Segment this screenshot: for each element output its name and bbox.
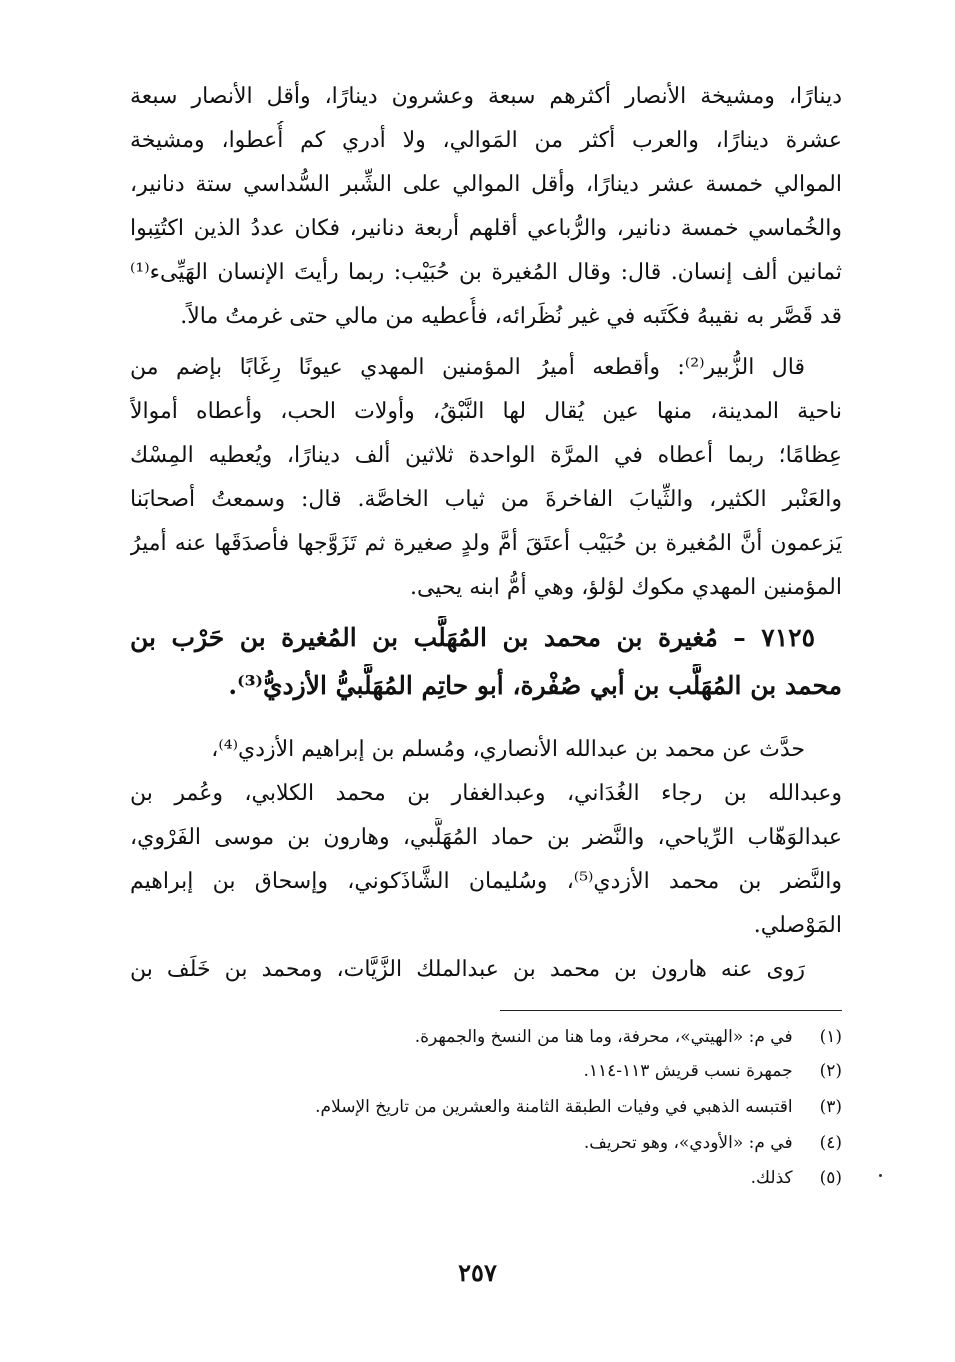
text-line: دينارًا، ومشيخة الأنصار أكثرهم سبعة وعشرون دينارًا، وأقل الأنصار سبعة [130,84,842,109]
footnote [751,1163,842,1193]
heading-line: محمد بن المُهَلَّب بن أبي صُفْرة، أبو حاتِم المُهَلَّبيُّ الأزديُّ⁽³⁾. [228,671,842,700]
heading-line: ٧١٢٥ – مُغيرة بن محمد بن المُهَلَّب بن المُغيرة بن حَرْب بن [130,623,815,652]
text-line: عبدالوَهّاب الرِّياحي، والنَّضر بن حماد المُهَلَّبي، وهارون بن موسى الفَرْوي، [130,825,842,850]
page-number: ٢٥٧ [458,1258,497,1287]
text-line: رَوى عنه هارون بن محمد بن عبدالملك الزَّيَّات، ومحمد بن خَلَف بن [130,957,805,982]
footnote-number: (٢) [819,1061,842,1081]
text-line: حدَّث عن محمد بن عبدالله الأنصاري، ومُسلم بن إبراهيم الأزدي⁽⁴⁾، [211,737,805,762]
footnote-number: (٣) [819,1097,842,1117]
text-line: والنَّضر بن محمد الأزدي⁽⁵⁾، وسُليمان الشَّاذَكوني، وإسحاق بن إبراهيم [130,869,842,894]
footnote [584,1128,842,1158]
footnote-text: كذلك. [750,1168,793,1188]
footnote-text: في م: «الأودي»، وهو تحريف. [583,1133,793,1153]
text-line: ثمانين ألف إنسان. قال: وقال المُغيرة بن حُبَيْب: ربما رأيتَ الإنسان الهَيِّىء⁽¹⁾ [130,260,842,285]
footnote-number: (٥) [819,1168,842,1188]
text-line: عشرة دينارًا، والعرب أكثر من المَوالي، ولا أدري كم أُعطوا، ومشيخة [130,128,842,153]
text-line: عِظامًا؛ ربما أعطاه في المرَّة الواحدة ثلاثين ألف دينارًا، ويُعطيه المِسْك [130,443,842,468]
text-line: والخُماسي خمسة دنانير، والرُّباعي أقلهم أربعة دنانير، فكان عددُ الذين اكتُتِبوا [130,216,842,241]
footnote-number: (٤) [819,1133,842,1153]
footnote-separator [500,1010,842,1011]
text-line: الموالي خمسة عشر دينارًا، وأقل الموالي على الشِّبر السُّداسي ستة دنانير، [130,172,842,197]
text-line: والعَنْبر الكثير، والثِّيابَ الفاخرةَ من ثياب الخاصَّة. قال: وسمعتُ أصحابَنا [130,487,842,512]
text-line: وعبدالله بن رجاء الغُدَاني، وعبدالغفار بن محمد الكلابي، وعُمر بن [130,781,842,806]
text-line: يَزعمون أنَّ المُغيرة بن حُبَيْب أعتَقَ أمَّ ولدٍ صغيرة ثم تَزَوَّجها فأصدَقَها عنه أميرُ [130,531,842,556]
text-line: ناحية المدينة، منها عين يُقال لها النَّبْقُ، وأولات الحب، وأعطاه أموالاً [130,399,842,424]
text-line: قال الزُّبير⁽²⁾: وأقطعه أميرُ المؤمنين المهدي عيونًا رِغَابًا بإضم من [130,355,805,380]
footnote [415,1022,842,1052]
stray-mark [879,1174,882,1177]
text-line: قد قَصَّر به نقيبهُ فكَتَبه في غير نُظَرائه، فأُعطيه من مالي حتى غرمتُ مالاً. [180,304,842,329]
footnote [583,1056,842,1086]
footnote-text: في م: «الهيتي»، محرفة، وما هنا من النسخ والجمهرة. [414,1027,793,1047]
footnote-number: (١) [819,1027,842,1047]
text-line: المؤمنين المهدي مكوك لؤلؤ، وهي أمُّ ابنه يحيى. [409,575,842,600]
footnote-text: جمهرة نسب قريش ١١٣-١١٤. [583,1061,793,1081]
text-line: المَوْصلي. [753,913,842,938]
footnote [315,1092,842,1122]
footnote-text: اقتبسه الذهبي في وفيات الطبقة الثامنة والعشرين من تاريخ الإسلام. [315,1097,793,1117]
